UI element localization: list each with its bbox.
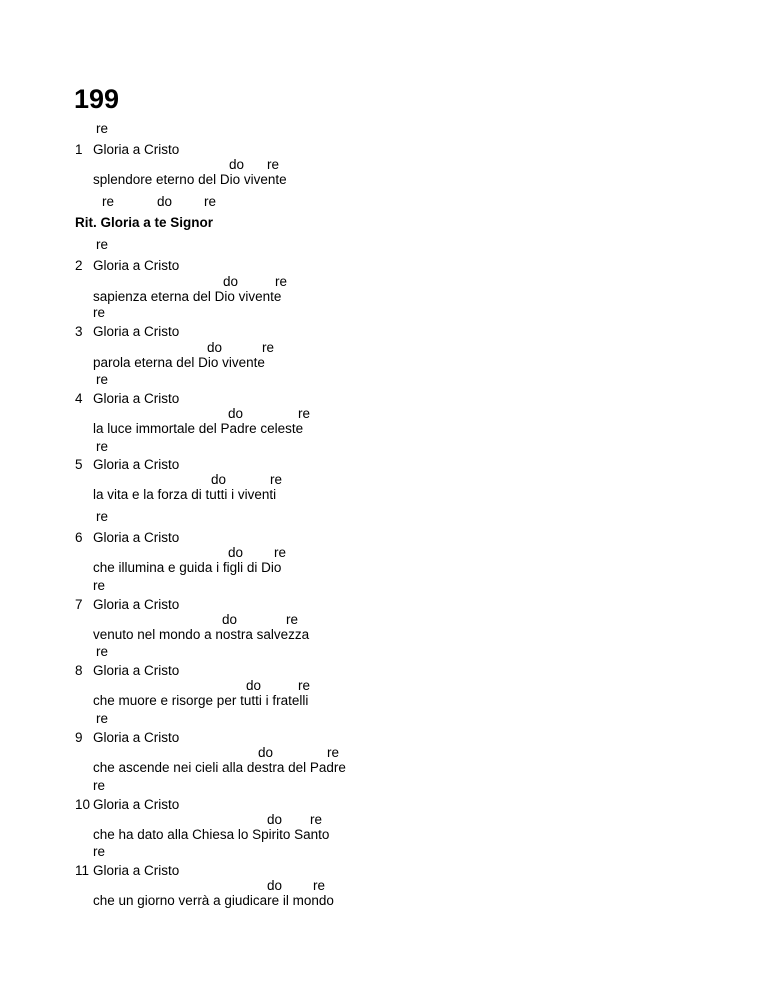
chord-re: re <box>96 509 109 524</box>
verse-label: Gloria a Cristo <box>93 391 180 406</box>
chord-do: do <box>246 678 262 693</box>
verse-number: 7 <box>75 597 83 612</box>
verse-label: Gloria a Cristo <box>93 730 180 745</box>
verse-line: splendore eterno del Dio vivente <box>93 172 287 187</box>
verse-number: 5 <box>75 457 83 472</box>
verse-number: 10 <box>75 797 91 812</box>
verse-label: Gloria a Cristo <box>93 797 180 812</box>
chord-re: re <box>96 711 109 726</box>
verse-line: che illumina e guida i figli di Dio <box>93 560 282 575</box>
verse-number: 1 <box>75 142 83 157</box>
chord-re: re <box>275 274 288 289</box>
chord-re: re <box>298 406 311 421</box>
page-number-heading: 199 <box>74 84 120 114</box>
chord-re: re <box>96 439 109 454</box>
chord-re: re <box>96 121 109 136</box>
verse-number: 8 <box>75 663 83 678</box>
chord-re: re <box>270 472 283 487</box>
verse-line: che un giorno verrà a giudicare il mondo <box>93 893 334 908</box>
verse-line: parola eterna del Dio vivente <box>93 355 265 370</box>
chord-re: re <box>310 812 323 827</box>
chord-re: re <box>267 157 280 172</box>
chord-do: do <box>228 545 244 560</box>
chord-do: do <box>223 274 239 289</box>
refrain-line: Rit. Gloria a te Signor <box>75 215 214 230</box>
chord-do: do <box>267 812 283 827</box>
chord-do: do <box>229 157 245 172</box>
verse-label: Gloria a Cristo <box>93 324 180 339</box>
verse-line: la luce immortale del Padre celeste <box>93 421 304 436</box>
verse-number: 2 <box>75 258 83 273</box>
verse-number: 3 <box>75 324 83 339</box>
chord-re: re <box>96 644 109 659</box>
verse-label: Gloria a Cristo <box>93 663 180 678</box>
verse-number: 9 <box>75 730 83 745</box>
verse-number: 11 <box>75 863 90 878</box>
chord-re: re <box>96 372 109 387</box>
chord-re: re <box>93 844 106 859</box>
chord-re: re <box>102 194 115 209</box>
chord-do: do <box>222 612 238 627</box>
verse-line: sapienza eterna del Dio vivente <box>93 289 282 304</box>
verse-label: Gloria a Cristo <box>93 142 180 157</box>
verse-label: Gloria a Cristo <box>93 597 180 612</box>
verse-number: 4 <box>75 391 83 406</box>
verse-label: Gloria a Cristo <box>93 457 180 472</box>
verse-number: 6 <box>75 530 83 545</box>
verse-label: Gloria a Cristo <box>93 530 180 545</box>
verse-line: che muore e risorge per tutti i fratelli <box>93 693 309 708</box>
chord-re: re <box>313 878 326 893</box>
verse-label: Gloria a Cristo <box>93 258 180 273</box>
verse-line: che ascende nei cieli alla destra del Padre <box>93 760 346 775</box>
chord-re: re <box>327 745 340 760</box>
chord-do: do <box>267 878 283 893</box>
chord-re: re <box>93 578 106 593</box>
chord-re: re <box>204 194 217 209</box>
verse-line: che ha dato alla Chiesa lo Spirito Santo <box>93 827 330 842</box>
chord-re: re <box>93 305 106 320</box>
chord-re: re <box>93 778 106 793</box>
chord-do: do <box>228 406 244 421</box>
verse-line: la vita e la forza di tutti i viventi <box>93 487 277 502</box>
chord-re: re <box>96 237 109 252</box>
chord-do: do <box>207 340 223 355</box>
verse-label: Gloria a Cristo <box>93 863 180 878</box>
chord-re: re <box>298 678 311 693</box>
chord-do: do <box>258 745 274 760</box>
chord-do: do <box>211 472 227 487</box>
chord-re: re <box>286 612 299 627</box>
chord-do: do <box>157 194 173 209</box>
verse-line: venuto nel mondo a nostra salvezza <box>93 627 310 642</box>
chord-re: re <box>262 340 275 355</box>
chord-re: re <box>274 545 287 560</box>
